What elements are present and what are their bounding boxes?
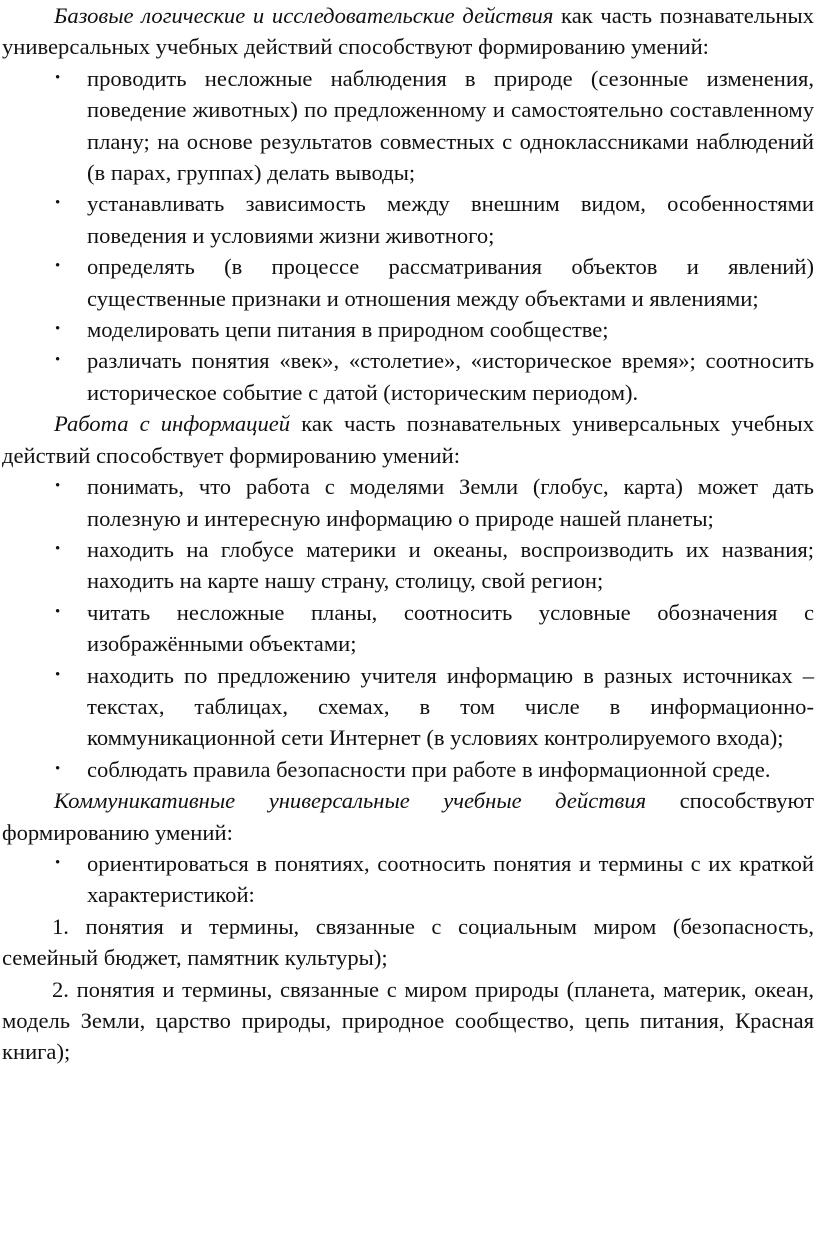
list-item: • ориентироваться в понятиях, соотносить понятия и термины с их краткой характеристикой: — [2, 848, 814, 911]
list-item: • различать понятия «век», «столетие», «историческое время»; соотносить историческое событие с датой (историческим периодом). — [2, 345, 814, 408]
bullet-icon: • — [55, 760, 61, 777]
bullet-icon: • — [55, 321, 61, 338]
section-3-lead: Коммуникативные универсальные учебные действия — [54, 788, 647, 814]
section-2-list — [2, 471, 814, 785]
numbered-item-1: 1. понятия и термины, связанные с социальным миром (безопасность, семейный бюджет, памятник культуры); — [2, 913, 814, 971]
list-item: • проводить несложные наблюдения в природе (сезонные изменения, поведение животных) по предложенному и самостоятельно составленному плану; на основе результатов совместных с одноклассниками наблюдений (в парах, группах) делать выводы; — [2, 63, 814, 189]
bullet-icon: • — [55, 540, 61, 557]
list-item: • устанавливать зависимость между внешним видом, особенностями поведения и условиями жизни животного; — [2, 188, 814, 251]
section-2-intro — [2, 408, 814, 471]
list-item: • моделировать цепи питания в природном сообществе; — [2, 314, 814, 345]
section-1-list — [2, 63, 814, 408]
section-1-rest: как часть познавательных универсальных учебных действий способствуют формированию умений: — [2, 3, 814, 60]
list-item: • находить по предложению учителя информацию в разных источниках – текстах, таблицах, схемах, в том числе в информационно-коммуникационной сети Интернет (в условиях контролируемого входа); — [2, 660, 814, 754]
section-3-list — [2, 848, 814, 911]
bullet-icon: • — [55, 195, 61, 212]
list-item: • понимать, что работа с моделями Земли (глобус, карта) может дать полезную и интересную информацию о природе нашей планеты; — [2, 471, 814, 534]
numbered-item-2: 2. понятия и термины, связанные с миром природы (планета, материк, океан, модель Земли, царство природы, природное сообщество, цепь питания, Красная книга); — [2, 976, 814, 1065]
list-item: • соблюдать правила безопасности при работе в информационной среде. — [2, 754, 814, 785]
bullet-icon: • — [55, 69, 61, 86]
section-2-rest: как часть познавательных универсальных учебных действий способствует формированию умений: — [2, 411, 814, 468]
section-1-lead: Базовые логические и исследовательские действия — [54, 3, 554, 28]
list-item: • находить на глобусе материки и океаны, воспроизводить их названия; находить на карте нашу страну, столицу, свой регион; — [2, 534, 814, 597]
section-3-rest: способствуют формированию умений: — [2, 788, 814, 845]
bullet-icon: • — [55, 603, 61, 620]
bullet-icon: • — [55, 854, 61, 871]
list-item: • определять (в процессе рассматривания объектов и явлений) существенные признаки и отношения между объектами и явлениями; — [2, 251, 814, 314]
bullet-icon: • — [55, 258, 61, 275]
bullet-icon: • — [55, 478, 61, 495]
section-3-intro — [2, 785, 814, 848]
section-1-intro — [2, 0, 814, 63]
section-2-lead: Работа с информацией — [54, 411, 291, 437]
bullet-icon: • — [55, 352, 61, 369]
bullet-icon: • — [55, 666, 61, 683]
list-item: • читать несложные планы, соотносить условные обозначения с изображёнными объектами; — [2, 597, 814, 660]
